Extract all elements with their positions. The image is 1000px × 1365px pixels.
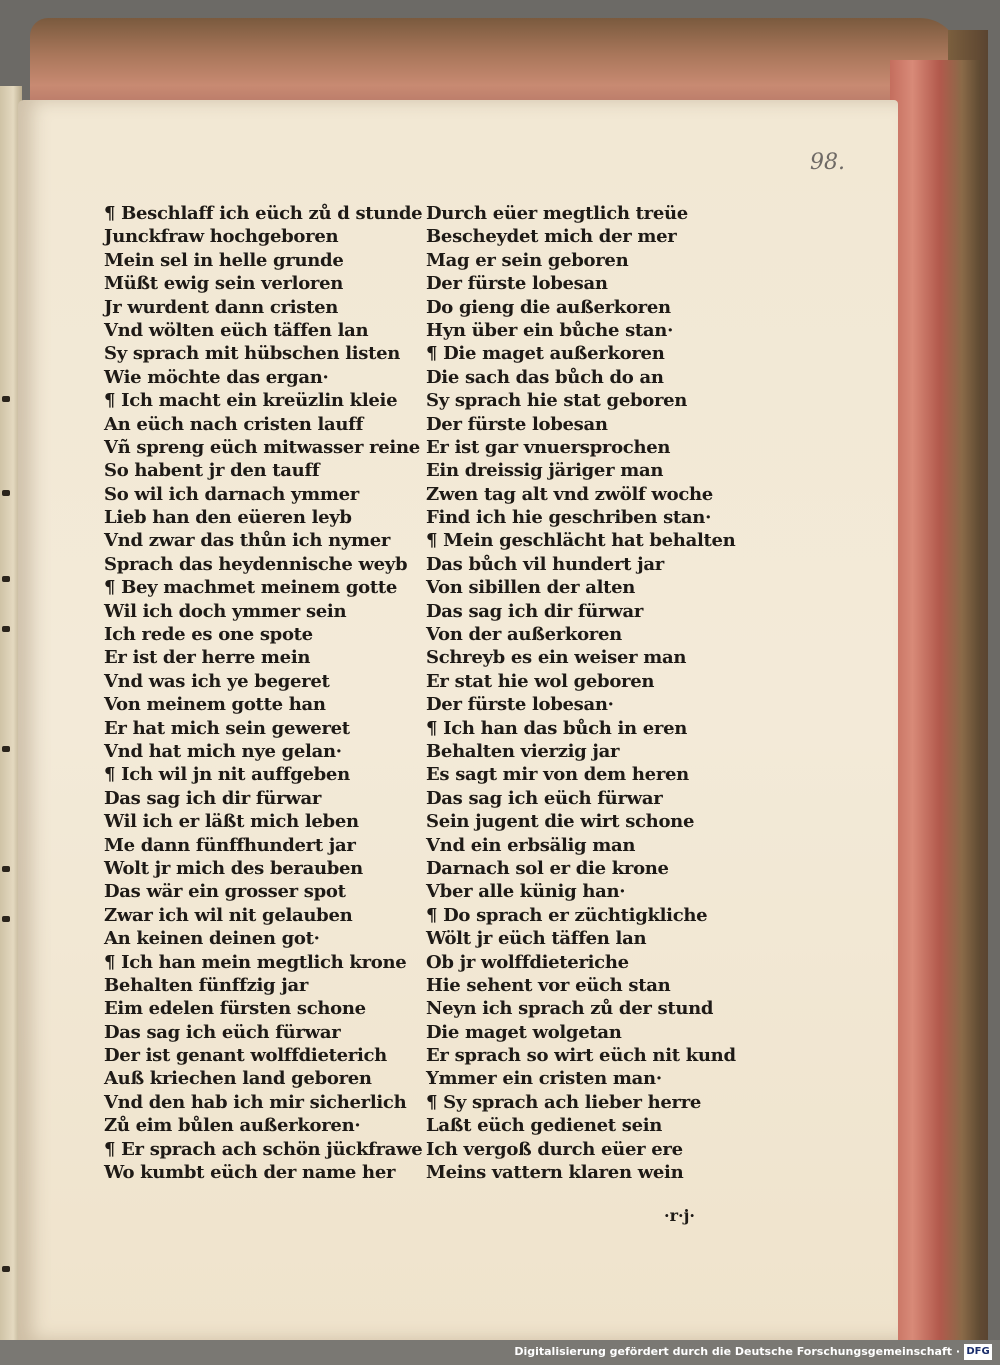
- verse-line: Vnd was ich ye begeret: [104, 670, 330, 692]
- verse-line: Wo kumbt eüch der name her: [104, 1162, 396, 1184]
- verse-line: So wil ich darnach ymmer: [104, 483, 359, 505]
- verse-line: Ob jr wolffdieteriche: [426, 951, 629, 973]
- book-top-edge: [30, 18, 960, 108]
- verse-line: Eim edelen fürsten schone: [104, 998, 366, 1020]
- verse-line: Junckfraw hochgeboren: [104, 226, 339, 248]
- verse-line: Hyn über ein bůche stan·: [426, 319, 674, 341]
- verse-line: Sy sprach hie stat geboren: [426, 390, 688, 412]
- left-page-glyph: [2, 490, 10, 496]
- verse-line: Neyn ich sprach zů der stund: [426, 998, 714, 1020]
- verse-line: An eüch nach cristen lauff: [104, 413, 364, 435]
- verse-line: Vnd ein erbsälig man: [426, 834, 636, 856]
- verse-line: ¶ Die maget außerkoren: [426, 343, 665, 365]
- left-page-glyph: [2, 396, 10, 402]
- verse-line: Von der außerkoren: [426, 624, 622, 646]
- verse-line: Zů eim bůlen außerkoren·: [104, 1115, 361, 1137]
- page-edges-right: [890, 60, 980, 1340]
- verse-line: Vñ spreng eüch mitwasser reine: [104, 436, 420, 458]
- verse-line: Ymmer ein cristen man·: [426, 1068, 662, 1090]
- dfg-logo: DFG: [964, 1344, 992, 1360]
- left-page-glyph: [2, 576, 10, 582]
- verse-line: Wie möchte das ergan·: [104, 366, 329, 388]
- verse-line: ¶ Ich macht ein kreüzlin kleie: [104, 390, 398, 412]
- verse-line: Von meinem gotte han: [104, 694, 326, 716]
- verse-line: Wil ich doch ymmer sein: [104, 600, 347, 622]
- verse-line: Der fürste lobesan·: [426, 694, 614, 716]
- verse-line: Vnd zwar das thůn ich nymer: [104, 530, 391, 552]
- verse-line: ¶ Er sprach ach schön jückfrawe: [104, 1138, 423, 1160]
- verse-line: Müßt ewig sein verloren: [104, 273, 344, 295]
- verse-line: Do gieng die außerkoren: [426, 296, 671, 318]
- verse-line: ¶ Mein geschlächt hat behalten: [426, 530, 736, 552]
- verse-line: Er stat hie wol geboren: [426, 670, 655, 692]
- left-page-glyph: [2, 626, 10, 632]
- verse-line: Das sag ich dir fürwar: [104, 787, 322, 809]
- verse-line: Das sag ich eüch fürwar: [426, 787, 663, 809]
- verse-line: Mein sel in helle grunde: [104, 249, 344, 271]
- verse-line: So habent jr den tauff: [104, 460, 320, 482]
- verse-line: Durch eüer megtlich treüe: [426, 203, 688, 224]
- verse-line: Meins vattern klaren wein: [426, 1162, 684, 1184]
- left-page-glyph: [2, 916, 10, 922]
- left-page-glyph: [2, 746, 10, 752]
- verse-line: Vnd hat mich nye gelan·: [104, 740, 342, 762]
- verse-line: ¶ Ich wil jn nit auffgeben: [104, 764, 350, 786]
- text-column-right: [426, 202, 736, 1184]
- verse-line: Sprach das heydennische weyb: [104, 553, 408, 575]
- verse-line: Find ich hie geschriben stan·: [426, 507, 712, 529]
- verse-line: Vnd wölten eüch täffen lan: [104, 319, 369, 341]
- verse-line: Von sibillen der alten: [426, 577, 636, 599]
- verse-line: Er ist gar vnuersprochen: [426, 436, 671, 458]
- verse-line: ¶ Ich han das bůch in eren: [426, 717, 688, 739]
- verse-line: Der fürste lobesan: [426, 413, 608, 435]
- verse-line: ¶ Beschlaff ich eüch zů d stunde: [104, 203, 423, 224]
- verse-line: Das sag ich dir fürwar: [426, 600, 644, 622]
- signature-mark: ·r·j·: [664, 1206, 695, 1225]
- verse-line: Sy sprach mit hübschen listen: [104, 343, 401, 365]
- verse-line: Es sagt mir von dem heren: [426, 764, 689, 786]
- verse-line: Wolt jr mich des berauben: [104, 857, 363, 879]
- verse-line: Das wär ein grosser spot: [104, 881, 346, 903]
- verse-line: Der fürste lobesan: [426, 273, 608, 295]
- funding-credit: Digitalisierung gefördert durch die Deutsche Forschungsgemeinschaft ·: [514, 1345, 960, 1358]
- verse-line: Sein jugent die wirt schone: [426, 811, 695, 833]
- verse-line: Laßt eüch gedienet sein: [426, 1115, 663, 1137]
- verse-line: Vnd den hab ich mir sicherlich: [104, 1091, 407, 1113]
- verse-line: An keinen deinen got·: [104, 928, 320, 950]
- verse-line: ¶ Do sprach er züchtigkliche: [426, 904, 708, 926]
- verse-line: Ein dreissig järiger man: [426, 460, 664, 482]
- verse-line: Schreyb es ein weiser man: [426, 647, 687, 669]
- verse-line: Die maget wolgetan: [426, 1021, 622, 1043]
- verse-line: Die sach das bůch do an: [426, 366, 664, 388]
- folio-number: 98.: [810, 150, 845, 175]
- verse-line: Ich vergoß durch eüer ere: [426, 1138, 683, 1160]
- text-column-left: [104, 202, 422, 1184]
- verse-line: Behalten vierzig jar: [426, 740, 620, 762]
- verse-line: Er ist der herre mein: [104, 647, 311, 669]
- verse-line: Bescheydet mich der mer: [426, 226, 677, 248]
- verse-line: ¶ Sy sprach ach lieber herre: [426, 1091, 702, 1113]
- verse-line: Wölt jr eüch täffen lan: [426, 928, 647, 950]
- left-page-glyph: [2, 866, 10, 872]
- verse-line: ¶ Ich han mein megtlich krone: [104, 951, 407, 973]
- verse-line: ¶ Bey machmet meinem gotte: [104, 577, 398, 599]
- verse-line: Er hat mich sein geweret: [104, 717, 350, 739]
- verse-line: Er sprach so wirt eüch nit kund: [426, 1045, 736, 1067]
- verse-line: Lieb han den eüeren leyb: [104, 507, 352, 529]
- verse-line: Ich rede es one spote: [104, 624, 313, 646]
- left-page-glyph: [2, 1266, 10, 1272]
- footer-bar: [0, 1340, 1000, 1365]
- verse-line: Der ist genant wolffdieterich: [104, 1045, 387, 1067]
- verse-line: Vber alle künig han·: [426, 881, 626, 903]
- verse-line: Behalten fünffzig jar: [104, 974, 309, 996]
- verse-line: Das sag ich eüch fürwar: [104, 1021, 341, 1043]
- verse-line: Mag er sein geboren: [426, 249, 629, 271]
- verse-line: Auß kriechen land geboren: [104, 1068, 372, 1090]
- verse-line: Me dann fünffhundert jar: [104, 834, 356, 856]
- verse-line: Das bůch vil hundert jar: [426, 553, 664, 575]
- verse-line: Wil ich er läßt mich leben: [104, 811, 359, 833]
- verse-line: Hie sehent vor eüch stan: [426, 974, 671, 996]
- verse-line: Darnach sol er die krone: [426, 857, 669, 879]
- verse-line: Jr wurdent dann cristen: [104, 296, 339, 318]
- verse-line: Zwar ich wil nit gelauben: [104, 904, 353, 926]
- verse-line: Zwen tag alt vnd zwölf woche: [426, 483, 713, 505]
